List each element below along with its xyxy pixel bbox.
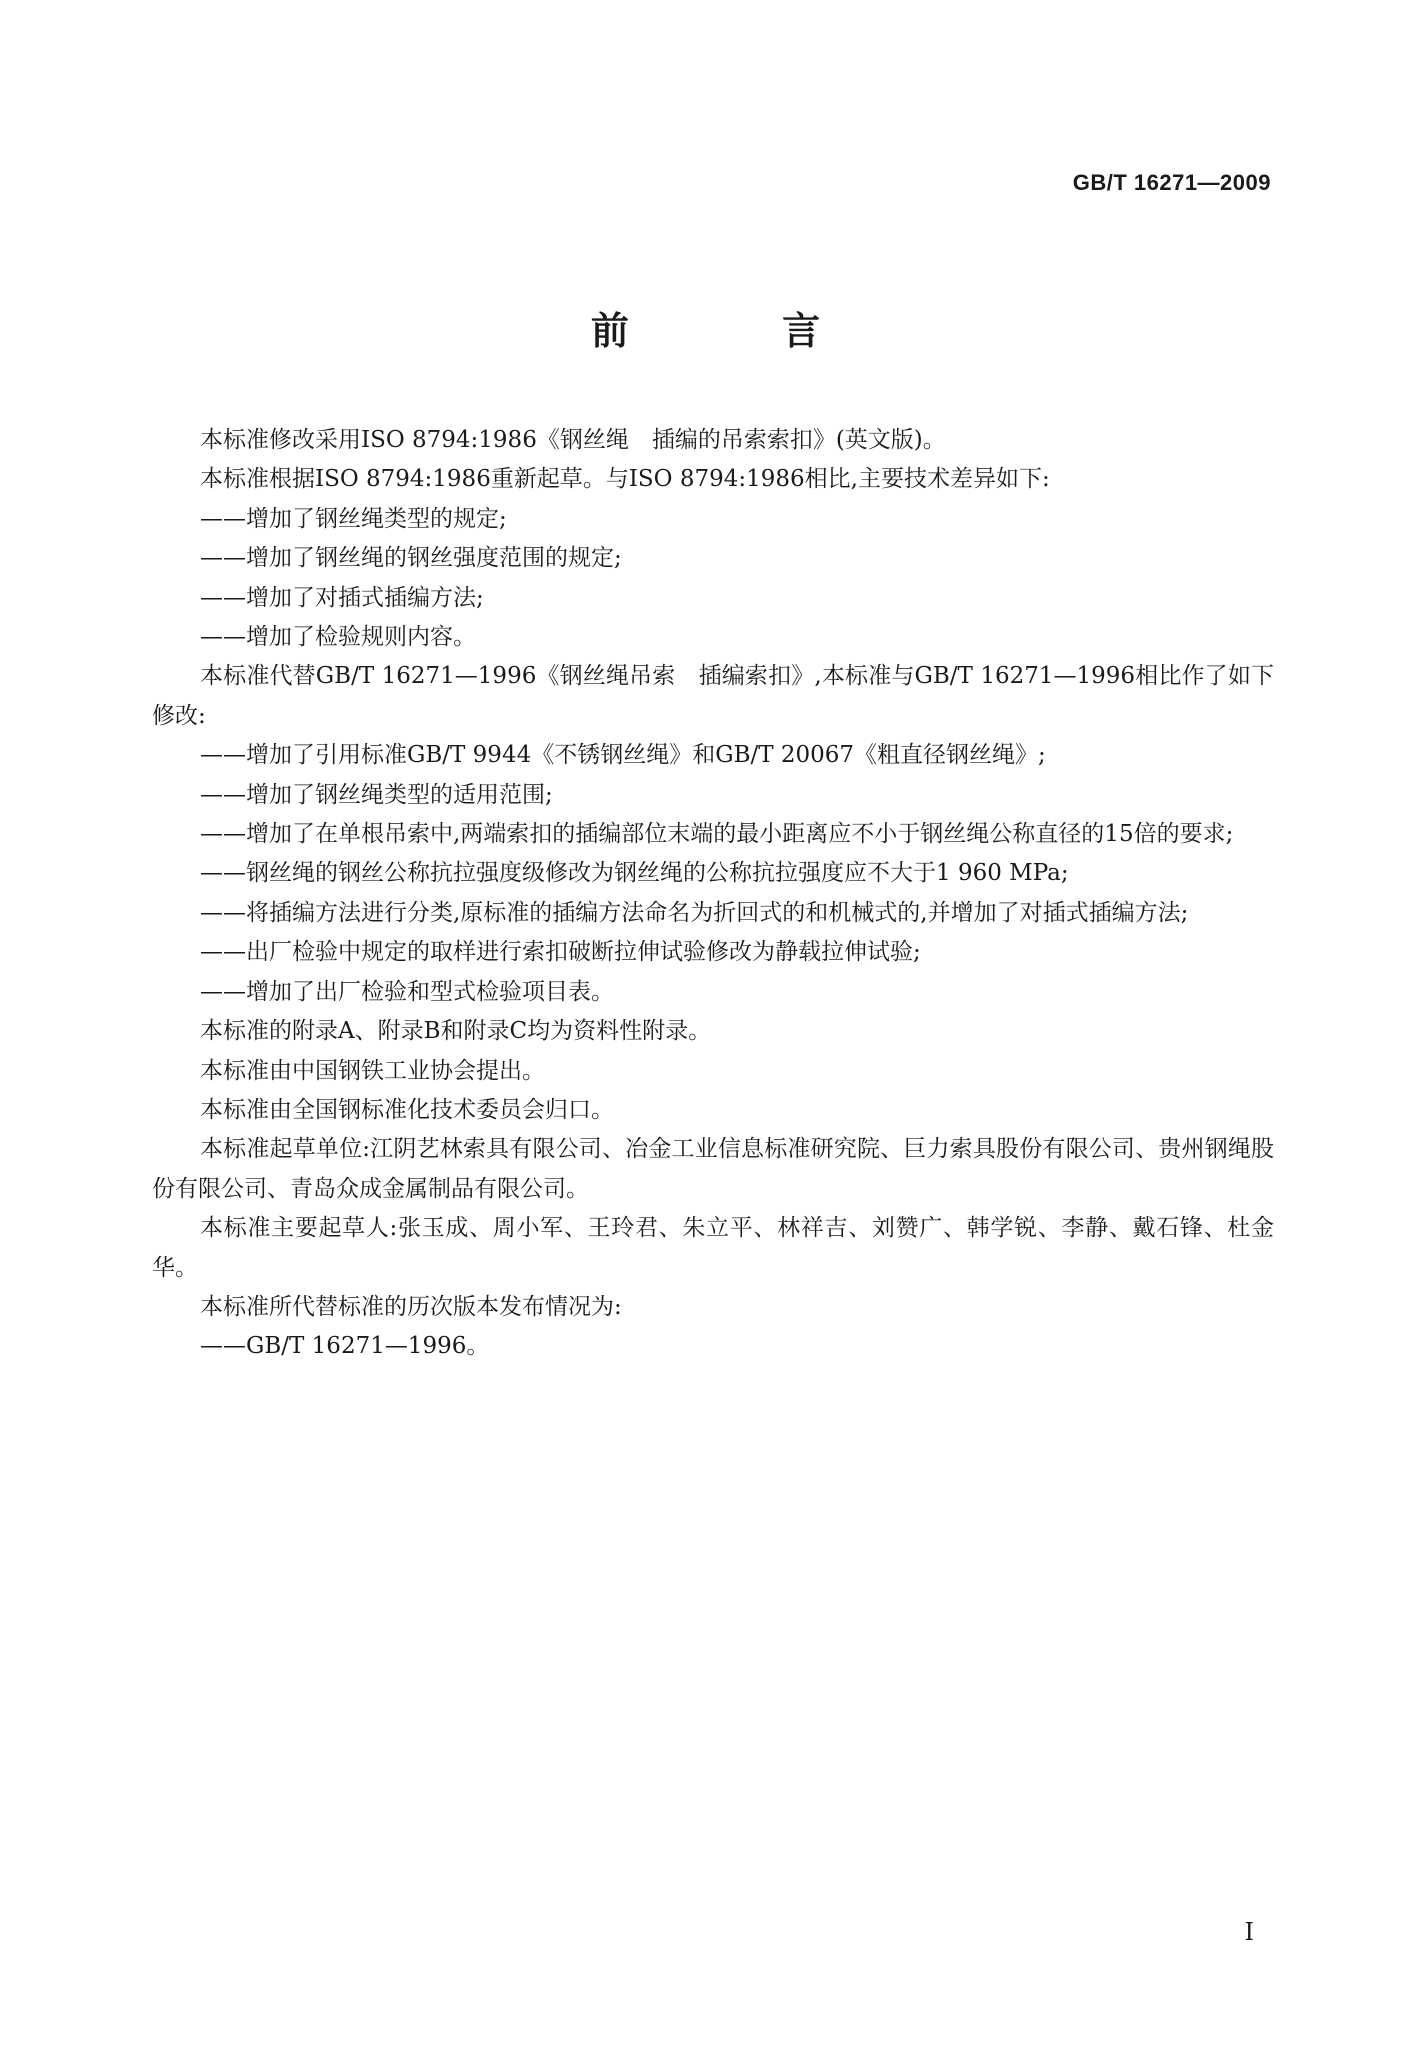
list-item: ——增加了在单根吊索中,两端索扣的插编部位末端的最小距离应不小于钢丝绳公称直径的15倍的要求; — [200, 821, 1234, 848]
list-item: ——增加了对插式插编方法; — [200, 584, 484, 611]
list-item: ——增加了出厂检验和型式检验项目表。 — [200, 978, 614, 1005]
list-item: ——增加了检验规则内容。 — [200, 624, 476, 651]
list-item: ——增加了钢丝绳的钢丝强度范围的规定; — [200, 545, 622, 572]
list-item: ——增加了引用标准GB/T 9944《不锈钢丝绳》和GB/T 20067《粗直径钢丝绳》; — [200, 742, 1046, 769]
foreword-body — [152, 421, 1274, 1367]
page-number: I — [1244, 1918, 1254, 1946]
paragraph: 本标准根据ISO 8794:1986重新起草。与ISO 8794:1986相比,主要技术差异如下: — [200, 466, 1050, 493]
paragraph: 本标准主要起草人:张玉成、周小军、王玲君、朱立平、林祥吉、刘赞广、韩学锐、李静、戴石锋、杜金华。 — [152, 1215, 1274, 1281]
paragraph: 本标准由中国钢铁工业协会提出。 — [200, 1057, 545, 1084]
paragraph: 本标准所代替标准的历次版本发布情况为: — [200, 1293, 622, 1320]
list-item: ——出厂检验中规定的取样进行索扣破断拉伸试验修改为静载拉伸试验; — [200, 939, 921, 966]
paragraph: 本标准起草单位:江阴艺林索具有限公司、冶金工业信息标准研究院、巨力索具股份有限公司、贵州钢绳股份有限公司、青岛众成金属制品有限公司。 — [152, 1136, 1274, 1202]
paragraph: 本标准的附录A、附录B和附录C均为资料性附录。 — [200, 1018, 712, 1045]
paragraph: 本标准代替GB/T 16271—1996《钢丝绳吊索 插编索扣》,本标准与GB/T 16271—1996相比作了如下修改: — [152, 663, 1274, 729]
list-item: ——钢丝绳的钢丝公称抗拉强度级修改为钢丝绳的公称抗拉强度应不大于1 960 MPa; — [200, 860, 1069, 887]
list-item: ——增加了钢丝绳类型的适用范围; — [200, 781, 553, 808]
list-item: ——增加了钢丝绳类型的规定; — [200, 505, 507, 532]
paragraph: 本标准修改采用ISO 8794:1986《钢丝绳 插编的吊索索扣》(英文版)。 — [200, 427, 946, 453]
standard-code: GB/T 16271—2009 — [1072, 170, 1271, 195]
page-title: 前 言 — [590, 309, 891, 353]
list-item: ——GB/T 16271—1996。 — [200, 1333, 490, 1360]
paragraph: 本标准由全国钢标准化技术委员会归口。 — [200, 1096, 614, 1123]
list-item: ——将插编方法进行分类,原标准的插编方法命名为折回式的和机械式的,并增加了对插式插编方法; — [200, 899, 1189, 926]
